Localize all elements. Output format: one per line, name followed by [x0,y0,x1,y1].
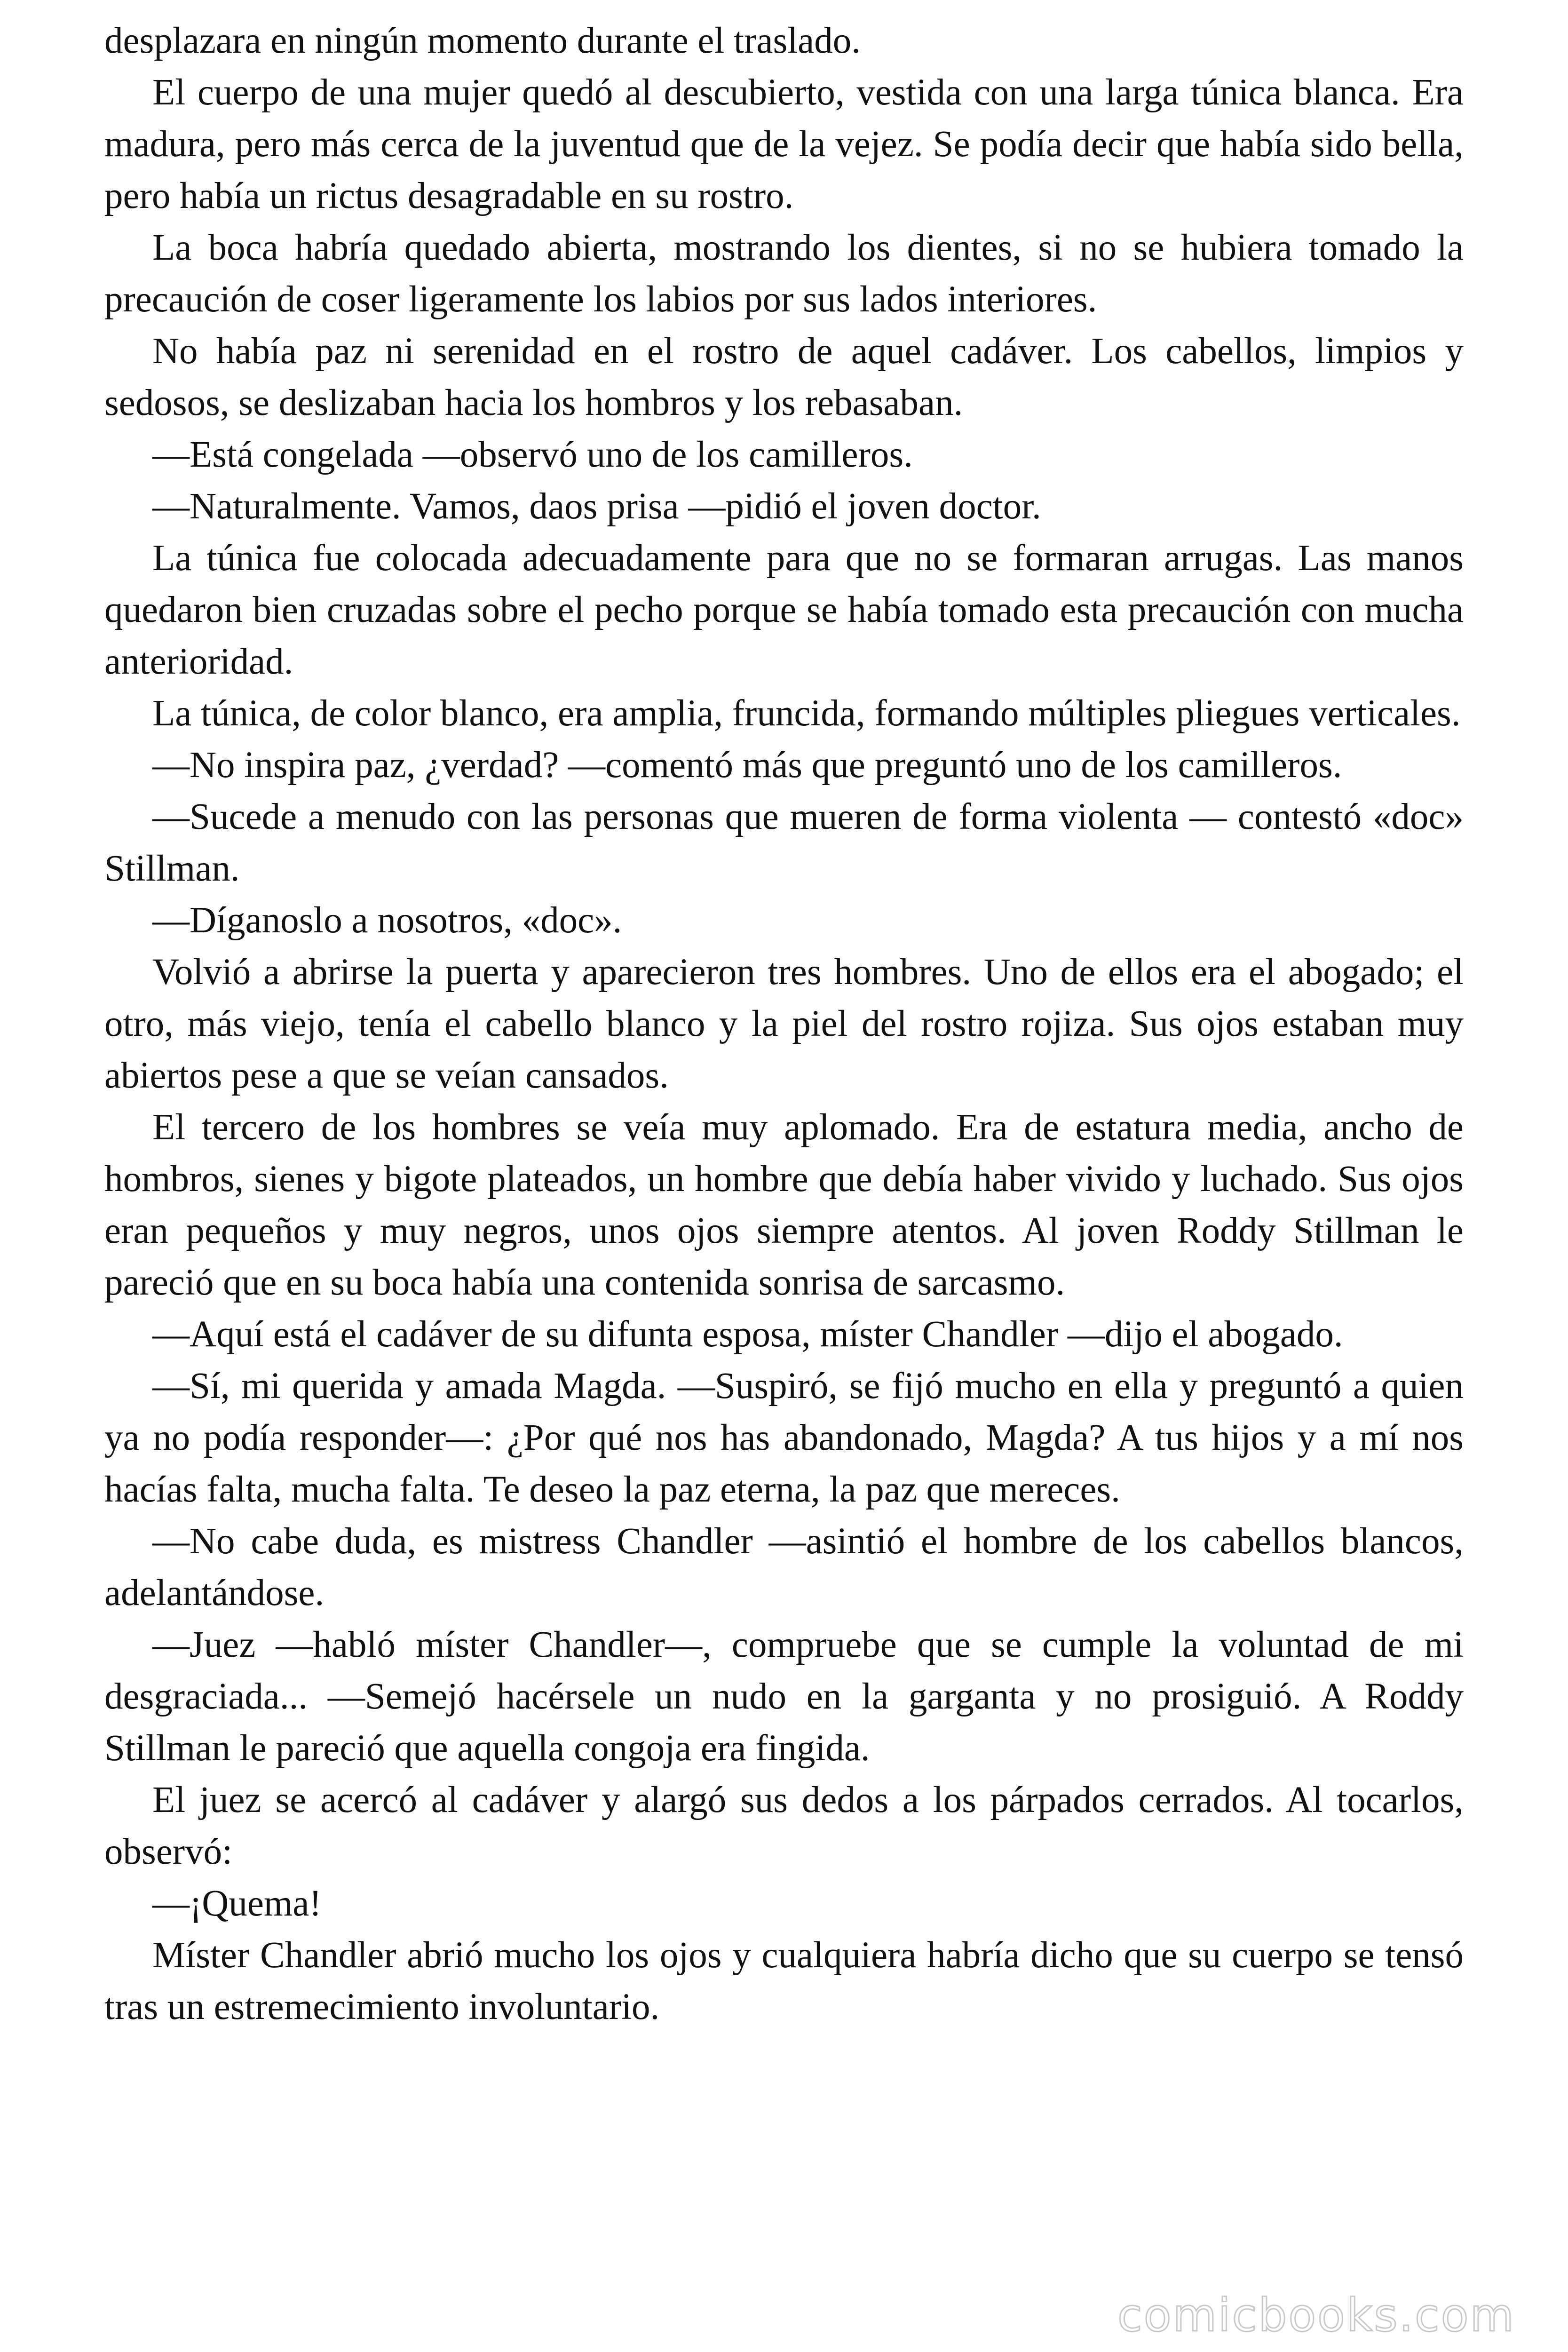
book-page-text [104,15,1464,2033]
dialogue-line: —Juez —habló míster Chandler—, compruebe que se cumple la voluntad de mi desgraciada... —Semejó hacérsele un nudo en la garganta y no prosiguió. A Roddy Stillman le pareció que aquella congoja era fingida. [104,1624,1464,1769]
paragraph: desplazara en ningún momento durante el traslado. [104,20,861,61]
watermark-text: comicbooks.com [1117,2289,1515,2342]
dialogue-line: —Naturalmente. Vamos, daos prisa —pidió el joven doctor. [152,486,1041,527]
dialogue-line: —Está congelada —observó uno de los camilleros. [152,434,913,475]
paragraph: El tercero de los hombres se veía muy aplomado. Era de estatura media, ancho de hombros, sienes y bigote plateados, un hombre que debía haber vivido y luchado. Sus ojos eran pequeños y muy negros, unos ojos siempre atentos. Al joven Roddy Stillman le pareció que en su boca había una contenida sonrisa de sarcasmo. [104,1107,1464,1303]
paragraph: El juez se acercó al cadáver y alargó sus dedos a los párpados cerrados. Al tocarlos, observó: [104,1780,1464,1872]
dialogue-line: —Díganoslo a nosotros, «doc». [152,900,622,941]
paragraph: No había paz ni serenidad en el rostro de aquel cadáver. Los cabellos, limpios y sedosos, se deslizaban hacia los hombros y los rebasaban. [104,331,1464,423]
paragraph: La boca habría quedado abierta, mostrando los dientes, si no se hubiera tomado la precaución de coser ligeramente los labios por sus lados interiores. [104,227,1464,320]
dialogue-line: —Sí, mi querida y amada Magda. —Suspiró, se fijó mucho en ella y preguntó a quien ya no podía responder—: ¿Por qué nos has abandonado, Magda? A tus hijos y a mí nos hacías falta, mucha falta. Te deseo la paz eterna, la paz que mereces. [104,1366,1464,1510]
dialogue-line: —Sucede a menudo con las personas que mueren de forma violenta — contestó «doc» Stillman. [104,796,1464,889]
dialogue-line: —¡Quema! [152,1883,322,1924]
paragraph: Volvió a abrirse la puerta y aparecieron tres hombres. Uno de ellos era el abogado; el otro, más viejo, tenía el cabello blanco y la piel del rostro rojiza. Sus ojos estaban muy abiertos pese a que se veían cansados. [104,952,1464,1096]
dialogue-line: —Aquí está el cadáver de su difunta esposa, míster Chandler —dijo el abogado. [152,1314,1343,1355]
paragraph: Míster Chandler abrió mucho los ojos y cualquiera habría dicho que su cuerpo se tensó tras un estremecimiento involuntario. [104,1935,1464,2027]
paragraph: El cuerpo de una mujer quedó al descubierto, vestida con una larga túnica blanca. Era madura, pero más cerca de la juventud que de la vejez. Se podía decir que había sido bella, pero había un rictus desagradable en su rostro. [104,72,1464,216]
paragraph: La túnica, de color blanco, era amplia, fruncida, formando múltiples pliegues verticales. [152,693,1461,734]
paragraph: La túnica fue colocada adecuadamente para que no se formaran arrugas. Las manos quedaron bien cruzadas sobre el pecho porque se había tomado esta precaución con mucha anterioridad. [104,538,1464,682]
dialogue-line: —No cabe duda, es mistress Chandler —asintió el hombre de los cabellos blancos, adelantándose. [104,1521,1464,1613]
dialogue-line: —No inspira paz, ¿verdad? —comentó más que preguntó uno de los camilleros. [152,745,1342,786]
